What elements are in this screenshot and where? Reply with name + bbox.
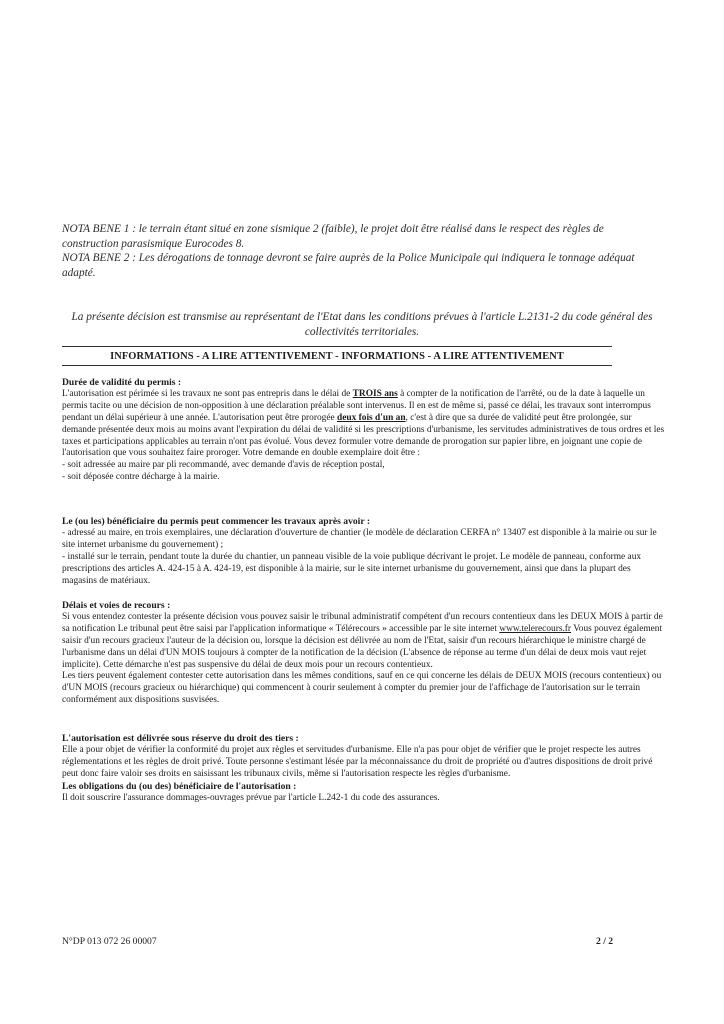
section-reserve [62, 733, 666, 804]
nota-bene-2: NOTA BENE 2 : Les dérogations de tonnage devront se faire auprès de la Police Municipale qui indiquera le tonnage adéquat adapté. [62, 252, 635, 279]
bottom-divider [62, 365, 612, 366]
validite-item-2: - soit déposée contre décharge à la mairie. [62, 472, 220, 483]
recours-text-b: Vous pouvez également saisir d'un recours gracieux l'auteur de la décision ou, lorsque la décision est délivrée au nom de l'Etat, saisir d'un recours hiérarchique le ministre chargé de l'urbanisme dans un délai d'UN MOIS toujours à compter de la notification de la décision (L'absence de réponse au terme d'un délai de deux mois vaut rejet implicite). Cette démarche n'est pas suspensive du délai de deux mois pour un recours contentieux. [62, 623, 663, 670]
section-validite [62, 377, 666, 484]
validite-text-c: , c'est à dire que sa durée de validité peut être prolongée, sur demande présentée deux mois au moins avant l'expiration du délai de validité si les prescriptions d'urbanisme, les servitudes administratives de tous ordres et les taxes et participations applicables au terrain n'ont pas évolué. Vous devez formuler votre demande de prorogation sur papier libre, en joignant une copie de l'autorisation que vous souhaitez faire proroger. Votre demande en double exemplaire doit être : [62, 412, 665, 459]
top-divider [62, 346, 612, 347]
reserve-heading: L'autorisation est délivrée sous réserve du droit des tiers : [62, 733, 299, 744]
obligations-paragraph: Il doit souscrire l'assurance dommages-ouvrages prévue par l'article L.242-1 du code des assurances. [62, 792, 440, 803]
beneficiaire-item-1: - adressé au maire, en trois exemplaires, une déclaration d'ouverture de chantier (le modèle de déclaration CERFA n° 13407 est disponible à la mairie ou sur le site internet urbanisme du gouvernement) ; [62, 527, 657, 550]
validite-deux-fois: deux fois d'un an [337, 412, 406, 423]
beneficiaire-heading: Le (ou les) bénéficiaire du permis peut commencer les travaux après avoir : [62, 516, 371, 527]
recours-heading: Délais et voies de recours : [62, 600, 171, 611]
beneficiaire-item-2: - installé sur le terrain, pendant toute la durée du chantier, un panneau visible de la voie publique décrivant le projet. Le modèle de panneau, conforme aux prescriptions des articles A. 424-15 à A. 424-19, est disponible à la mairie, sur le site internet urbanisme du gouvernement, ainsi que dans la plupart des magasins de matériaux. [62, 551, 642, 586]
obligations-heading: Les obligations du (ou des) bénéficiaire de l'autorisation : [62, 780, 297, 792]
recours-paragraph-1 [62, 612, 666, 672]
recours-text-a: Si vous entendez contester la présente décision vous pouvez saisir le tribunal administratif compétent d'un recours contentieux dans les DEUX MOIS à partir de sa notification Le tribunal peut être saisi par l'application informatique « Télérecours » accessible par le site internet [62, 611, 663, 634]
validite-text-b: à compter de la notification de l'arrêté, ou de la date à laquelle un permis tacite ou une décision de non-opposition à une déclaration préalable sont intervenus. Il en est de même si, passé ce délai, les travaux sont interrompus pendant un délai supérieur à une année. L'autorisation peut être prorogée [62, 388, 651, 423]
recours-paragraph-2: Les tiers peuvent également contester cette autorisation dans les mêmes conditions, sauf en ce qui concerne les délais de DEUX MOIS (recours contentieux) ou d'UN MOIS (recours gracieux ou hiérarchique) qui commencent à courir seulement à compter du premier jour de l'affichage de l'autorisation sur le terrain conformément aux dispositions susvisées. [62, 671, 662, 706]
validite-item-1: - soit adressée au maire par pli recommandé, avec demande d'avis de réception postal, [62, 460, 385, 471]
informations-banner: INFORMATIONS - A LIRE ATTENTIVEMENT - INFORMATIONS - A LIRE ATTENTIVEMENT [110, 351, 564, 362]
section-beneficiaire [62, 516, 666, 587]
nota-bene-block [62, 222, 662, 280]
document-reference: N°DP 013 072 26 00007 [62, 936, 157, 947]
validite-heading: Durée de validité du permis : [62, 377, 182, 388]
nota-bene-1: NOTA BENE 1 : le terrain étant situé en zone sismique 2 (faible), le projet doit être réalisé dans le respect des règles de construction parasismique Eurocodes 8. [62, 223, 604, 250]
validite-trois-ans: TROIS ans [352, 388, 398, 399]
validite-paragraph [62, 389, 666, 460]
validite-text-a: L'autorisation est périmée si les travaux ne sont pas entrepris dans le délai de [62, 388, 353, 399]
telerecours-link[interactable]: www.telerecours.fr [499, 623, 572, 634]
transmission-notice: La présente décision est transmise au représentant de l'Etat dans les conditions prévues à l'article L.2131-2 du code général des collectivités territoriales. [71, 311, 653, 338]
section-recours [62, 600, 666, 707]
page-number: 2 / 2 [596, 936, 614, 947]
reserve-paragraph: Elle a pour objet de vérifier la conformité du projet aux règles et servitudes d'urbanisme. Elle n'a pas pour objet de vérifier que le projet respecte les autres réglementations et les règles de droit privé. Toute personne s'estimant lésée par la méconnaissance du droit de propriété ou d'autres dispositions de droit privé peut donc faire valoir ses droits en saisissant les tribunaux civils, même si l'autorisation respecte les règles d'urbanisme. [62, 744, 653, 779]
